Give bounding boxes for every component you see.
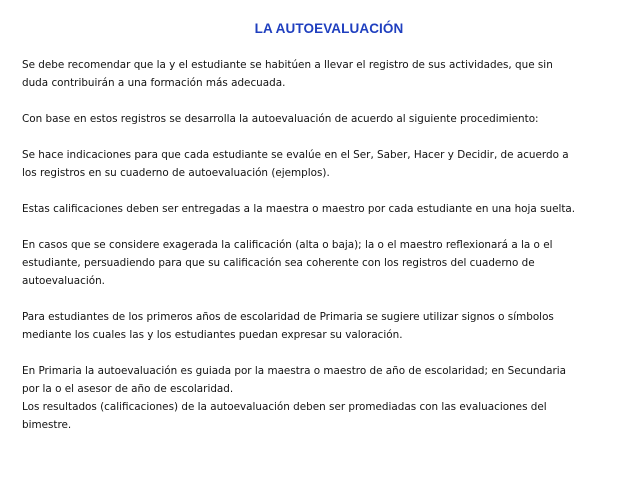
- paragraph-3: [22, 146, 632, 182]
- text-line: Se hace indicaciones para que cada estudiante se evalúe en el Ser, Saber, Hacer y Decidir, de acuerdo a: [22, 149, 569, 161]
- text-line: Los resultados (calificaciones) de la autoevaluación deben ser promediadas con las evaluaciones del: [22, 401, 547, 413]
- text-line: Para estudiantes de los primeros años de escolaridad de Primaria se sugiere utilizar signos o símbolos: [22, 311, 554, 323]
- text-line: autoevaluación.: [22, 275, 105, 287]
- paragraph-4: [22, 200, 632, 218]
- text-line: En Primaria la autoevaluación es guiada por la maestra o maestro de año de escolaridad; en Secundaria: [22, 365, 566, 377]
- paragraph-2: [22, 110, 632, 128]
- text-line: En casos que se considere exagerada la calificación (alta o baja); la o el maestro reflexionará a la o el: [22, 239, 553, 251]
- paragraph-5: [22, 236, 632, 290]
- text-line: bimestre.: [22, 419, 72, 431]
- text-line: los registros en su cuaderno de autoevaluación (ejemplos).: [22, 167, 330, 179]
- paragraph-6: [22, 308, 632, 344]
- text-line: Con base en estos registros se desarrolla la autoevaluación de acuerdo al siguiente procedimiento:: [22, 113, 539, 125]
- text-line: Se debe recomendar que la y el estudiante se habitúen a llevar el registro de sus actividades, que sin: [22, 59, 553, 71]
- text-line: Estas calificaciones deben ser entregadas a la maestra o maestro por cada estudiante en una hoja suelta.: [22, 203, 576, 215]
- text-line: mediante los cuales las y los estudiantes puedan expresar su valoración.: [22, 329, 403, 341]
- text-line: estudiante, persuadiendo para que su calificación sea coherente con los registros del cuaderno de: [22, 257, 535, 269]
- paragraph-1: [22, 56, 632, 92]
- text-line: por la o el asesor de año de escolaridad.: [22, 383, 234, 395]
- paragraph-7: [22, 362, 632, 434]
- text-line: duda contribuirán a una formación más adecuada.: [22, 77, 286, 89]
- page-title: LA AUTOEVALUACIÓN: [254, 21, 404, 36]
- body-text: [22, 56, 632, 434]
